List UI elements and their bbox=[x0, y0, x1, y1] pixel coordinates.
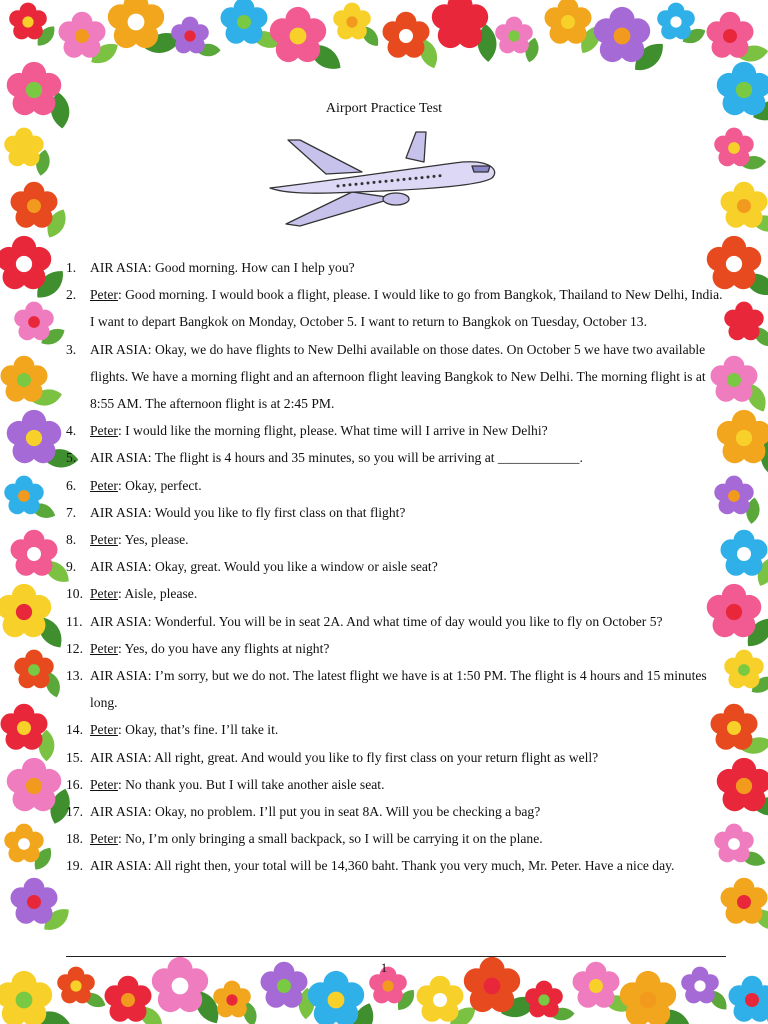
line-number: 2. bbox=[66, 287, 77, 303]
flower-center bbox=[226, 994, 237, 1005]
flower-center bbox=[328, 992, 345, 1009]
dialog-line bbox=[66, 553, 726, 580]
flower-center bbox=[745, 993, 759, 1007]
flower-center bbox=[17, 373, 31, 387]
line-number: 6. bbox=[66, 477, 77, 493]
flower-center bbox=[18, 142, 30, 154]
line-number: 12. bbox=[66, 640, 83, 656]
speaker-name: AIR ASIA bbox=[90, 341, 148, 357]
line-text: : No thank you. But I will take another aisle seat. bbox=[117, 776, 385, 792]
line-text: : I would like the morning flight, please. What time will I arrive in New Delhi? bbox=[117, 423, 548, 439]
flower-center bbox=[26, 778, 42, 794]
speaker-name: Peter bbox=[90, 640, 118, 656]
flower-center bbox=[728, 838, 740, 850]
flower-center bbox=[16, 992, 33, 1009]
flower-center bbox=[399, 29, 413, 43]
page-number: 1 bbox=[380, 960, 388, 975]
page-title: Airport Practice Test bbox=[325, 101, 443, 116]
flower-center bbox=[27, 895, 41, 909]
flower-center bbox=[433, 993, 447, 1007]
airplane-illustration bbox=[266, 128, 502, 228]
speaker-name: AIR ASIA bbox=[90, 450, 148, 466]
flower-center bbox=[589, 979, 603, 993]
speaker-name: Peter bbox=[90, 287, 118, 303]
line-number: 7. bbox=[66, 504, 77, 520]
flower-center bbox=[614, 28, 631, 45]
line-text: : Okay, we do have flights to New Delhi available on those dates. On October 5 we have two available flights. We have a morning flight and an afternoon flight leaving Bangkok to New Delhi. The morning flight is at 8:55 AM. The afternoon flight is at 2:45 PM. bbox=[90, 341, 706, 412]
speaker-name: Peter bbox=[90, 423, 118, 439]
dialog-line bbox=[66, 716, 726, 743]
flower-center bbox=[723, 29, 737, 43]
dialog-line bbox=[66, 662, 726, 716]
dialog-line bbox=[66, 472, 726, 499]
line-number: 1. bbox=[66, 260, 77, 275]
line-number: 4. bbox=[66, 423, 77, 439]
speaker-name: AIR ASIA bbox=[90, 804, 148, 820]
flower-center bbox=[172, 978, 189, 995]
flower-center bbox=[736, 778, 752, 794]
speaker-name: Peter bbox=[90, 831, 118, 847]
line-text: : Aisle, please. bbox=[117, 586, 198, 602]
line-text: : Yes, please. bbox=[117, 532, 189, 548]
dialog-line bbox=[66, 417, 726, 444]
flower-center bbox=[346, 16, 357, 27]
flower-center bbox=[18, 838, 30, 850]
flower-center bbox=[694, 980, 705, 991]
flower-center bbox=[28, 664, 40, 676]
dialog-line bbox=[66, 608, 726, 635]
dialog-line bbox=[66, 526, 726, 553]
flower-center bbox=[27, 547, 41, 561]
flower-center bbox=[728, 490, 740, 502]
line-number: 16. bbox=[66, 776, 83, 792]
flower-center bbox=[17, 721, 31, 735]
line-number: 17. bbox=[66, 804, 83, 820]
flower-center bbox=[670, 16, 681, 27]
flower-center bbox=[738, 316, 750, 328]
line-number: 8. bbox=[66, 532, 77, 548]
line-text: : I’m sorry, but we do not. The latest flight we have is at 1:50 PM. The flight is 4 hours and 15 minutes long. bbox=[90, 668, 707, 711]
line-number: 18. bbox=[66, 831, 83, 847]
flower-center bbox=[726, 604, 742, 620]
line-text: : Wonderful. You will be in seat 2A. And what time of day would you like to fly on October 5? bbox=[147, 613, 663, 629]
speaker-name: Peter bbox=[90, 776, 118, 792]
flower-center bbox=[184, 30, 195, 41]
line-text: : All right, great. And would you like to fly first class on your return flight as well? bbox=[147, 749, 599, 765]
flower-center bbox=[277, 979, 291, 993]
flower-center bbox=[27, 199, 41, 213]
flower-center bbox=[538, 994, 549, 1005]
footer-rule bbox=[66, 956, 726, 957]
flower-center bbox=[452, 14, 469, 31]
flower-center bbox=[737, 547, 751, 561]
line-text: : Okay, that’s fine. I’ll take it. bbox=[117, 722, 279, 738]
line-number: 3. bbox=[66, 341, 77, 357]
line-number: 9. bbox=[66, 559, 77, 575]
flower-center bbox=[22, 16, 33, 27]
flower-center bbox=[640, 992, 657, 1009]
line-text: : Okay, great. Would you like a window or aisle seat? bbox=[147, 559, 438, 575]
flower-center bbox=[128, 14, 145, 31]
flower-center bbox=[736, 430, 752, 446]
flower-center bbox=[26, 82, 42, 98]
flower-center bbox=[736, 82, 752, 98]
dialog-line bbox=[66, 635, 726, 662]
dialog-line bbox=[66, 499, 726, 526]
line-text: : All right then, your total will be 14,360 baht. Thank you very much, Mr. Peter. Have a nice day. bbox=[147, 858, 675, 874]
dialog-line bbox=[66, 825, 726, 852]
line-number: 11. bbox=[66, 613, 83, 629]
speaker-name: Peter bbox=[90, 722, 118, 738]
flower-center bbox=[75, 29, 89, 43]
flower-center bbox=[727, 721, 741, 735]
flower-center bbox=[70, 980, 81, 991]
dialog-line bbox=[66, 444, 726, 471]
line-text: : No, I’m only bringing a small backpack, so I will be carrying it on the plane. bbox=[117, 831, 543, 847]
line-text: : Good morning. How can I help you? bbox=[147, 260, 355, 275]
dialog-list bbox=[66, 254, 726, 880]
dialog-line bbox=[66, 336, 726, 418]
dialog-line bbox=[66, 798, 726, 825]
flower-center bbox=[237, 15, 251, 29]
speaker-name: AIR ASIA bbox=[90, 858, 148, 874]
dialog-line bbox=[66, 771, 726, 798]
flower-center bbox=[727, 373, 741, 387]
line-number: 13. bbox=[66, 668, 83, 684]
speaker-name: Peter bbox=[90, 532, 118, 548]
flower-center bbox=[16, 256, 32, 272]
flower-center bbox=[382, 980, 393, 991]
line-number: 14. bbox=[66, 722, 83, 738]
flower-center bbox=[738, 664, 750, 676]
flower-center bbox=[737, 199, 751, 213]
flower-center bbox=[290, 28, 307, 45]
flower-center bbox=[28, 316, 40, 328]
line-number: 5. bbox=[66, 450, 77, 466]
dialog-line bbox=[66, 580, 726, 607]
line-text: : Okay, perfect. bbox=[117, 477, 202, 493]
speaker-name: AIR ASIA bbox=[90, 613, 148, 629]
flower-center bbox=[16, 604, 32, 620]
line-text: : Good morning. I would book a flight, please. I would like to go from Bangkok, Thailand to New Delhi, India. I want to depart Bangkok on Monday, October 5. I want to return to Bangkok on Tuesday, October 13. bbox=[90, 287, 723, 330]
flower-center bbox=[121, 993, 135, 1007]
speaker-name: AIR ASIA bbox=[90, 749, 148, 765]
speaker-name: AIR ASIA bbox=[90, 260, 148, 275]
line-text: : Okay, no problem. I’ll put you in seat 8A. Will you be checking a bag? bbox=[147, 804, 541, 820]
line-number: 15. bbox=[66, 749, 83, 765]
speaker-name: Peter bbox=[90, 477, 118, 493]
dialog-line bbox=[66, 744, 726, 771]
line-number: 10. bbox=[66, 586, 83, 602]
line-text: : Would you like to fly first class on that flight? bbox=[147, 504, 406, 520]
flower-center bbox=[737, 895, 751, 909]
flower-center bbox=[561, 15, 575, 29]
speaker-name: AIR ASIA bbox=[90, 668, 148, 684]
speaker-name: Peter bbox=[90, 586, 118, 602]
flower-center bbox=[26, 430, 42, 446]
flower-center bbox=[508, 30, 519, 41]
line-text: : The flight is 4 hours and 35 minutes, so you will be arriving at ____________. bbox=[147, 450, 583, 466]
speaker-name: AIR ASIA bbox=[90, 559, 148, 575]
dialog-line bbox=[66, 281, 726, 335]
speaker-name: AIR ASIA bbox=[90, 504, 148, 520]
flower-center bbox=[18, 490, 30, 502]
line-text: : Yes, do you have any flights at night? bbox=[117, 640, 330, 656]
dialog-line bbox=[66, 852, 726, 879]
line-number: 19. bbox=[66, 858, 83, 874]
flower-center bbox=[484, 978, 501, 995]
flower-center bbox=[728, 142, 740, 154]
flower-center bbox=[726, 256, 742, 272]
dialog-line bbox=[66, 254, 726, 281]
